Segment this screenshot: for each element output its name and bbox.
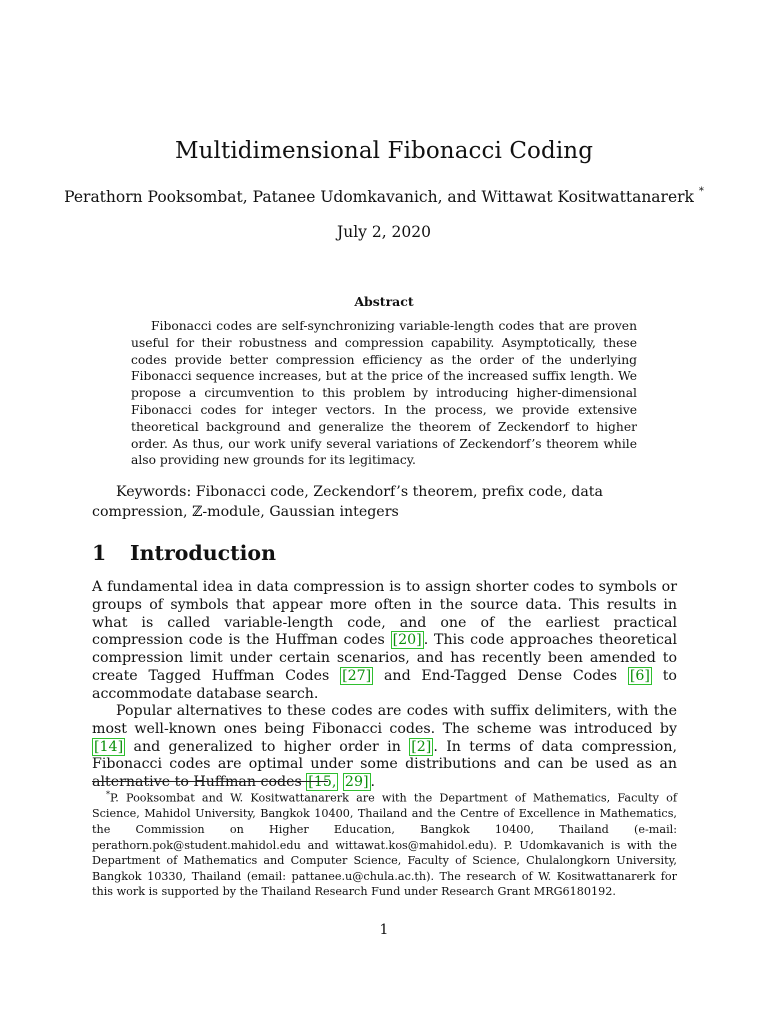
- text-span: Popular alternatives to these codes are codes with suffix delimiters, with the most well-known ones being Fibonacci codes. The scheme was introduced by: [92, 703, 677, 737]
- footnote: [92, 787, 677, 900]
- page-number: 1: [379, 922, 389, 938]
- section-title: Introduction: [130, 541, 276, 565]
- paragraph-intro-2: [92, 703, 677, 792]
- text-span: and End-Tagged Dense Codes: [373, 667, 628, 684]
- footnote-rule: [92, 781, 328, 782]
- author-footnote-mark[interactable]: *: [698, 186, 704, 197]
- citation-link[interactable]: [15,: [308, 774, 337, 791]
- citation-link[interactable]: [6]: [629, 667, 650, 684]
- footnote-mark: *: [106, 790, 110, 799]
- publication-date: July 2, 2020: [337, 223, 431, 241]
- text-span: and generalized to higher order in: [125, 738, 410, 755]
- abstract-body: Fibonacci codes are self-synchronizing variable-length codes that are proven useful for their robustness and compression capability. Asymptotically, these codes provide better compression efficiency as the order of the underlying Fibonacci sequence increases, but at the price of the increased suffix length. We propose a circumvention to this problem by introducing higher-dimensional Fibonacci codes for integer vectors. In the process, we provide extensive theoretical background and generalize the theorem of Zeckendorf to higher order. As thus, our work unify several variations of Zeckendorf’s theorem while also providing new grounds for its legitimacy.: [131, 319, 637, 468]
- text-span: . In terms of data compression, Fibonacci codes are optimal under some distributions and can be used as an alternative to Huffman codes: [92, 738, 677, 791]
- citation-link[interactable]: [2]: [411, 738, 432, 755]
- keywords: Keywords: Fibonacci code, Zeckendorf’s theorem, prefix code, data compression, ℤ-module, Gaussian integers: [92, 484, 603, 520]
- citation-link[interactable]: 29]: [344, 774, 369, 791]
- text-span: to accommodate database search.: [92, 667, 677, 702]
- citation-link[interactable]: [20]: [392, 632, 422, 649]
- footnote-text: P. Pooksombat and W. Kositwattanarerk are with the Department of Mathematics, Faculty of Science, Mahidol University, Bangkok 10400, Thailand and the Centre of Excellence in Mathematics, the Commission on Higher Education, Bangkok 10400, Thailand (e-mail: perathorn.pok@student.mahidol.edu and wittawat.kos@mahidol.edu). P. Udomkavanich is with the Department of Mathematics and Computer Science, Faculty of Science, Chulalongkorn University, Bangkok 10330, Thailand (email: pattanee.u@chula.ac.th). The research of W. Kositwattanarerk for this work is supported by the Thailand Research Fund under Research Grant MRG6180192.: [92, 791, 677, 899]
- text-span: A fundamental idea in data compression is to assign shorter codes to symbols or groups of symbols that appear more often in the source data. This results in what is called variable-length code, and one of the earliest practical compression code is the Huffman codes: [92, 579, 677, 649]
- section-number: 1: [92, 541, 107, 565]
- authors-text: Perathorn Pooksombat, Patanee Udomkavanich, and Wittawat Kositwattanarerk: [64, 188, 694, 207]
- text-span: .: [370, 774, 376, 791]
- paragraph-intro-1: [92, 579, 677, 704]
- abstract-heading: Abstract: [354, 294, 414, 309]
- citation-link[interactable]: [14]: [94, 738, 124, 755]
- author-list: [0, 188, 768, 206]
- citation-link[interactable]: [27]: [342, 667, 372, 684]
- paper-title: Multidimensional Fibonacci Coding: [174, 138, 594, 164]
- section-heading: [92, 541, 276, 565]
- text-span: . This code approaches theoretical compression limit under certain scenarios, and has recently been amended to create Tagged Huffman Codes: [92, 632, 677, 684]
